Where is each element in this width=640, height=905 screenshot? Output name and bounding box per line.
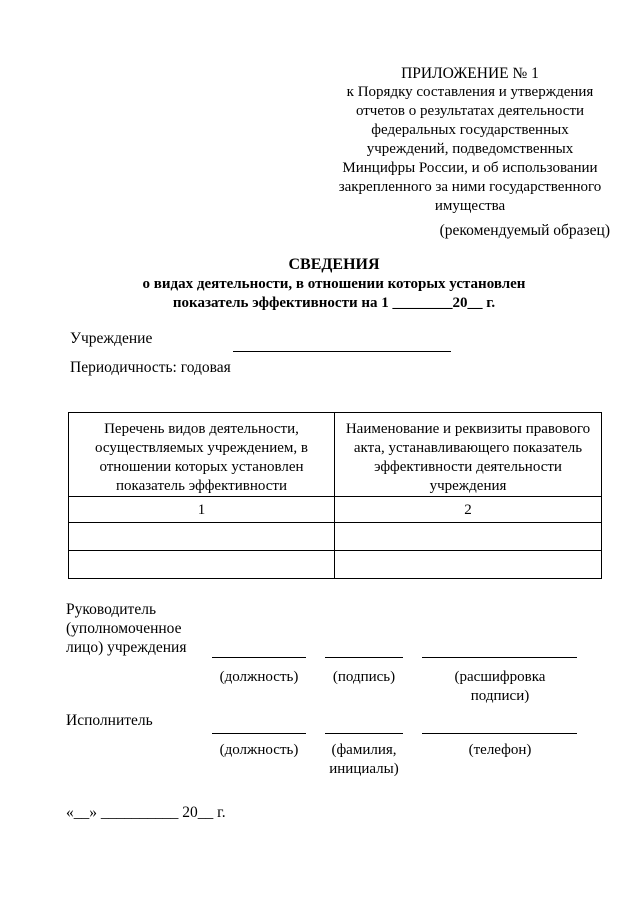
table-header-cell: Наименование и реквизиты правового акта, устанавливающего показатель эффективности деятельности учреждения [335, 413, 602, 497]
table-row [69, 551, 602, 579]
head-signature-line[interactable] [325, 657, 403, 658]
appendix-line: учреждений, подведомственных [366, 141, 574, 157]
appendix-line: к Порядку составления и утверждения [346, 84, 594, 100]
appendix-line: Минцифры России, и об использовании [342, 160, 598, 176]
appendix-line: закрепленного за ними государственного [338, 179, 602, 195]
head-position-line[interactable] [212, 657, 306, 658]
institution-label: Учреждение [70, 330, 153, 347]
table-row [69, 523, 602, 551]
appendix-block [330, 64, 610, 216]
appendix-line: федеральных государственных [371, 122, 569, 138]
activities-table [68, 412, 602, 579]
appendix-line: имущества [434, 198, 506, 214]
heading-line: о видах деятельности, в отношении которых установлен [142, 276, 526, 292]
head-name-line[interactable] [422, 657, 577, 658]
sample-note: (рекомендуемый образец) [439, 222, 610, 239]
table-number-row [69, 497, 602, 523]
institution-field[interactable] [233, 351, 451, 352]
table-cell[interactable] [69, 551, 335, 579]
periodicity-label: Периодичность: годовая [70, 359, 231, 376]
executor-position-caption: (должность) [219, 742, 299, 758]
table-cell[interactable] [69, 523, 335, 551]
head-label [66, 600, 186, 657]
appendix-line: отчетов о результатах деятельности [355, 103, 585, 119]
head-label-line: Руководитель [66, 601, 157, 618]
head-signature-caption: (подпись) [332, 669, 396, 685]
head-name-caption: (расшифровка подписи) [454, 669, 546, 704]
head-label-line: (уполномоченное [66, 620, 182, 637]
executor-label: Исполнитель [66, 712, 153, 729]
document-heading [0, 255, 640, 313]
heading-line: показатель эффективности на 1 ________20__ г. [172, 295, 496, 311]
executor-position-line[interactable] [212, 733, 306, 734]
table-cell[interactable] [335, 523, 602, 551]
executor-phone-line[interactable] [422, 733, 577, 734]
heading-title: СВЕДЕНИЯ [288, 256, 380, 273]
table-header-row [69, 413, 602, 497]
table-header-cell: Перечень видов деятельности, осуществляемых учреждением, в отношении которых установлен показатель эффективности [69, 413, 335, 497]
head-label-line: лицо) учреждения [66, 639, 187, 656]
executor-phone-caption: (телефон) [468, 742, 532, 758]
table-cell[interactable] [335, 551, 602, 579]
executor-name-caption: (фамилия, инициалы) [329, 742, 399, 777]
executor-name-line[interactable] [325, 733, 403, 734]
date-line: «__» __________ 20__ г. [66, 804, 226, 821]
appendix-title: ПРИЛОЖЕНИЕ № 1 [401, 65, 539, 82]
table-number-cell: 2 [335, 497, 602, 523]
head-position-caption: (должность) [219, 669, 299, 685]
table-number-cell: 1 [69, 497, 335, 523]
